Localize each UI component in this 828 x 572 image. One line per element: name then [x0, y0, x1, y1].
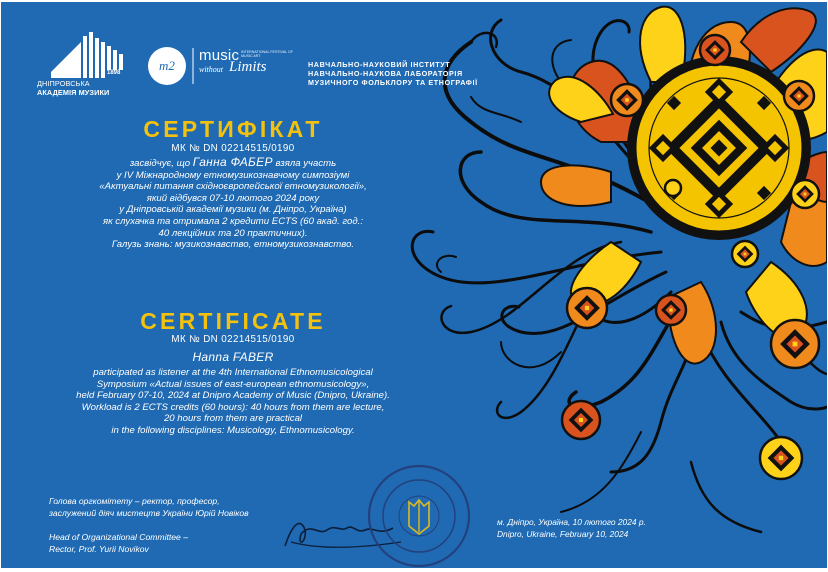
- body-ua-line-3: який відбувся 07-10 лютого 2024 року: [146, 192, 320, 204]
- festival-logo-tagline: INTERNATIONAL FESTIVAL OF MUSIC ART: [241, 50, 293, 59]
- body-en-line-6: in the following disciplines: Musicology, Ethnomusicology.: [111, 424, 355, 436]
- recipient-name-ua: Ганна ФАБЕР: [192, 155, 273, 169]
- certificate-title-en: CERTIFICATE: [140, 308, 326, 334]
- body-en-line-4: Workload is 2 ECTS credits (60 hours): 40 hours from them are lecture,: [81, 401, 385, 413]
- institute-line-3: МУЗИЧНОГО ФОЛЬКЛОРУ ТА ЕТНОГРАФІЇ: [308, 78, 478, 87]
- certificate-body-en: [33, 367, 433, 437]
- chair-ua-line-1: Голова оргкомітету – ректор, професор,: [49, 496, 220, 506]
- body-ua-line-6: 40 лекційних та 20 практичних).: [158, 227, 308, 239]
- certificate-title-ua: СЕРТИФІКАТ: [143, 116, 323, 142]
- academy-logo-line1: ДНІПРОВСЬКА: [37, 79, 90, 88]
- festival-logo: [199, 47, 293, 75]
- body-ua-line-1: у IV Міжнародному етномузикознавчому симпозіумі: [116, 169, 350, 181]
- body-ua-line-0: засвідчує, що Ганна ФАБЕР взяла участь: [129, 155, 337, 169]
- body-ua-line-4: у Дніпровській академії музики (м. Дніпро, Україна): [119, 204, 347, 216]
- body-en-line-3: held February 07-10, 2024 at Dnipro Academy of Music (Dnipro, Ukraine).: [76, 390, 390, 402]
- festival-logo-limits: Limits: [229, 59, 267, 75]
- committee-chair-ua: [49, 496, 249, 519]
- svg-text:m2: m2: [159, 58, 175, 73]
- institute-line-2: НАВЧАЛЬНО-НАУКОВА ЛАБОРАТОРІЯ: [308, 69, 463, 78]
- recipient-name-en: Hanna FABER: [192, 350, 274, 364]
- body-en-line-1: participated as listener at the 4th International Ethnomusicological: [93, 367, 373, 378]
- institute-line-1: НАВЧАЛЬНО-НАУКОВИЙ ІНСТИТУТ: [308, 60, 451, 69]
- body-ua-line-7: Галузь знань: музикознавство, етномузикознавство.: [111, 239, 355, 251]
- body-en-line-5: 20 hours from them are practical: [163, 413, 303, 425]
- academy-logo-name: [37, 80, 137, 97]
- body-en-line-2: Symposium «Actual issues of east-european ethnomusicology»,: [96, 378, 370, 390]
- body-ua-line-2: «Актуальні питання східноєвропейської етномузикології»,: [99, 181, 367, 193]
- academy-logo-line2: АКАДЕМІЯ МУЗИКИ: [37, 87, 110, 97]
- certificate-body-ua: [33, 157, 433, 251]
- chair-en-line-2: Rector, Prof. Yurii Novikov: [49, 543, 149, 554]
- certificate-page: [1, 2, 827, 568]
- festival-logo-music: music: [199, 47, 240, 64]
- trident-seal-icon: [369, 466, 469, 566]
- place-and-date: [497, 517, 646, 540]
- academy-logo-year: 1898: [107, 70, 121, 76]
- committee-chair-en: [49, 532, 188, 555]
- music-without-limits-badge-icon: [148, 47, 193, 85]
- place-date-en: Dnipro, Ukraine, February 10, 2024: [497, 528, 629, 539]
- chair-ua-line-2: заслужений діяч мистецтв України Юрій Новіков: [49, 507, 249, 518]
- certificate-number-en: МК № DN 02214515/0190: [171, 334, 295, 345]
- certificate-number-ua: МК № DN 02214515/0190: [171, 143, 295, 154]
- body-ua-line-5: як слухачка та отримала 2 кредити ECTS (60 акад. год.:: [102, 215, 364, 227]
- place-date-ua: м. Дніпро, Україна, 10 лютого 2024 р.: [497, 517, 646, 527]
- institute-name: [308, 60, 478, 87]
- festival-logo-without: without: [199, 65, 224, 74]
- chair-en-line-1: Head of Organizational Committee –: [49, 532, 189, 542]
